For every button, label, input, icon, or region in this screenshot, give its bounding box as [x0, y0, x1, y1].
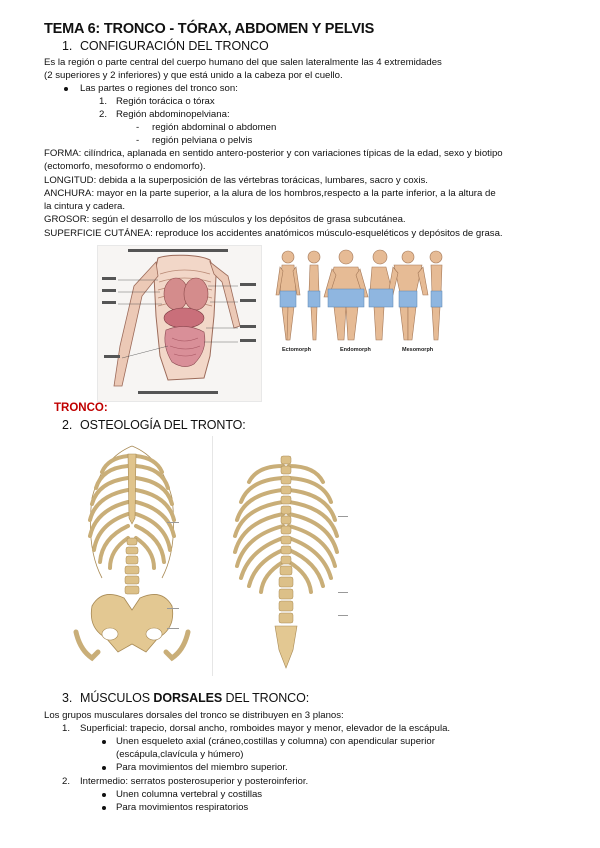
superficie-label: SUPERFICIE CUTÁNEA — [44, 228, 151, 239]
skeleton-back-figure — [212, 436, 358, 676]
intro-line-1: Es la región o parte central del cuerpo humano del que salen lateralmente las 4 extremidades — [44, 57, 442, 68]
bullet-superficial-1-cont: (escápula,clavícula y húmero) — [116, 749, 244, 760]
list-item-superficial: Superficial: trapecio, dorsal ancho, romboides mayor y menor, elevador de la escápula. — [80, 723, 451, 734]
leader-line — [167, 608, 179, 609]
forma-text: cilíndrica, aplanada en sentido antero-posterior y con variaciones típicas de la edad, sexo y biotipo — [81, 148, 503, 159]
longitud-line — [44, 174, 428, 187]
bullet-dot — [64, 87, 68, 91]
section-2-number: 2. — [62, 418, 73, 432]
section-3-heading — [80, 691, 309, 705]
trunk-anatomy-figure — [97, 245, 262, 402]
list-number: 2. — [99, 109, 108, 120]
section-3-number: 3. — [62, 691, 73, 705]
bullet-intermedio-2: Para movimientos respiratorios — [116, 802, 249, 813]
section-1-heading: CONFIGURACIÓN DEL TRONCO — [80, 39, 269, 53]
intro-line-2: (2 superiores y 2 inferiores) y que está unido a la cabeza por el cuello. — [44, 70, 343, 81]
page-title: TEMA 6: TRONCO - TÓRAX, ABDOMEN Y PELVIS — [44, 21, 375, 37]
list-number: 1. — [99, 96, 108, 107]
sub-item-abdomen: región abdominal o abdomen — [152, 122, 277, 133]
section-3-intro: Los grupos musculares dorsales del tronco se distribuyen en 3 planos: — [44, 710, 344, 721]
list-number: 2. — [62, 776, 71, 787]
list-item-abdominopelvic: Región abdominopelviana: — [116, 109, 230, 120]
grosor-line — [44, 213, 406, 226]
somatotype-illustration — [270, 245, 445, 345]
bullet-parts: Las partes o regiones del tronco son: — [80, 83, 238, 94]
anchura-label: ANCHURA — [44, 188, 92, 199]
forma-line-2: (ectomorfo, mesoformo o endomorfo). — [44, 161, 206, 172]
anchura-text: : mayor en la parte superior, a la alura de los hombros,respecto a la parte inferior, a la altura de — [91, 188, 496, 199]
somatotype-figure — [270, 245, 445, 360]
bullet-dot — [102, 793, 106, 797]
leader-line — [338, 592, 348, 593]
bullet-intermedio-1: Unen columna vertebral y costillas — [116, 789, 263, 800]
somatotype-label-mesomorph: Mesomorph — [402, 347, 434, 353]
leader-line — [338, 615, 348, 616]
bullet-superficial-2: Para movimientos del miembro superior. — [116, 762, 288, 773]
grosor-label: GROSOR — [44, 214, 87, 225]
forma-line — [44, 147, 503, 160]
ribcage-front-illustration — [62, 438, 202, 668]
list-number: 1. — [62, 723, 71, 734]
grosor-text: : según el desarrollo de los músculos y los depósitos de grasa subcutánea. — [86, 214, 406, 225]
longitud-label: LONGITUD — [44, 175, 94, 186]
somatotype-label-ectomorph: Ectomorph — [282, 347, 312, 353]
superficie-text: : reproduce los accidentes anatómicos músculo-esqueléticos y depósitos de grasa. — [150, 228, 503, 239]
section-3-heading-bold: DORSALES — [153, 691, 223, 705]
ribcage-back-illustration — [213, 436, 358, 676]
dash: - — [136, 135, 140, 146]
list-item-thorax: Región torácica o tórax — [116, 96, 215, 107]
forma-label: FORMA: — [44, 148, 82, 159]
list-item-intermedio: Intermedio: serratos posterosuperior y posteroinferior. — [80, 776, 309, 787]
somatotype-label-endomorph: Endomorph — [340, 347, 371, 353]
anchura-line-2: la cintura y cadera. — [44, 201, 126, 212]
dash: - — [136, 122, 140, 133]
trunk-anatomy-illustration — [98, 246, 261, 401]
leader-line — [167, 628, 179, 629]
bullet-dot — [102, 806, 106, 810]
bullet-superficial-1: Unen esqueleto axial (cráneo,costillas y columna) con apendicular superior — [116, 736, 435, 747]
section-3-heading-pre: MÚSCULOS — [80, 691, 154, 705]
leader-line — [167, 522, 179, 523]
section-2-heading: OSTEOLOGÍA DEL TRONTO: — [80, 418, 246, 432]
superficie-line — [44, 227, 503, 240]
leader-line — [338, 516, 348, 517]
section-1-number: 1. — [62, 39, 73, 53]
longitud-text: : debida a la superposición de las vértebras torácicas, lumbares, sacro y coxis. — [93, 175, 428, 186]
anchura-line — [44, 187, 496, 200]
sub-item-pelvis: región pelviana o pelvis — [152, 135, 253, 146]
section-3-heading-post: DEL TRONCO: — [222, 691, 310, 705]
red-label-tronco: TRONCO: — [54, 402, 108, 414]
bullet-dot — [102, 766, 106, 770]
bullet-dot — [102, 740, 106, 744]
skeleton-front-figure — [62, 438, 202, 668]
